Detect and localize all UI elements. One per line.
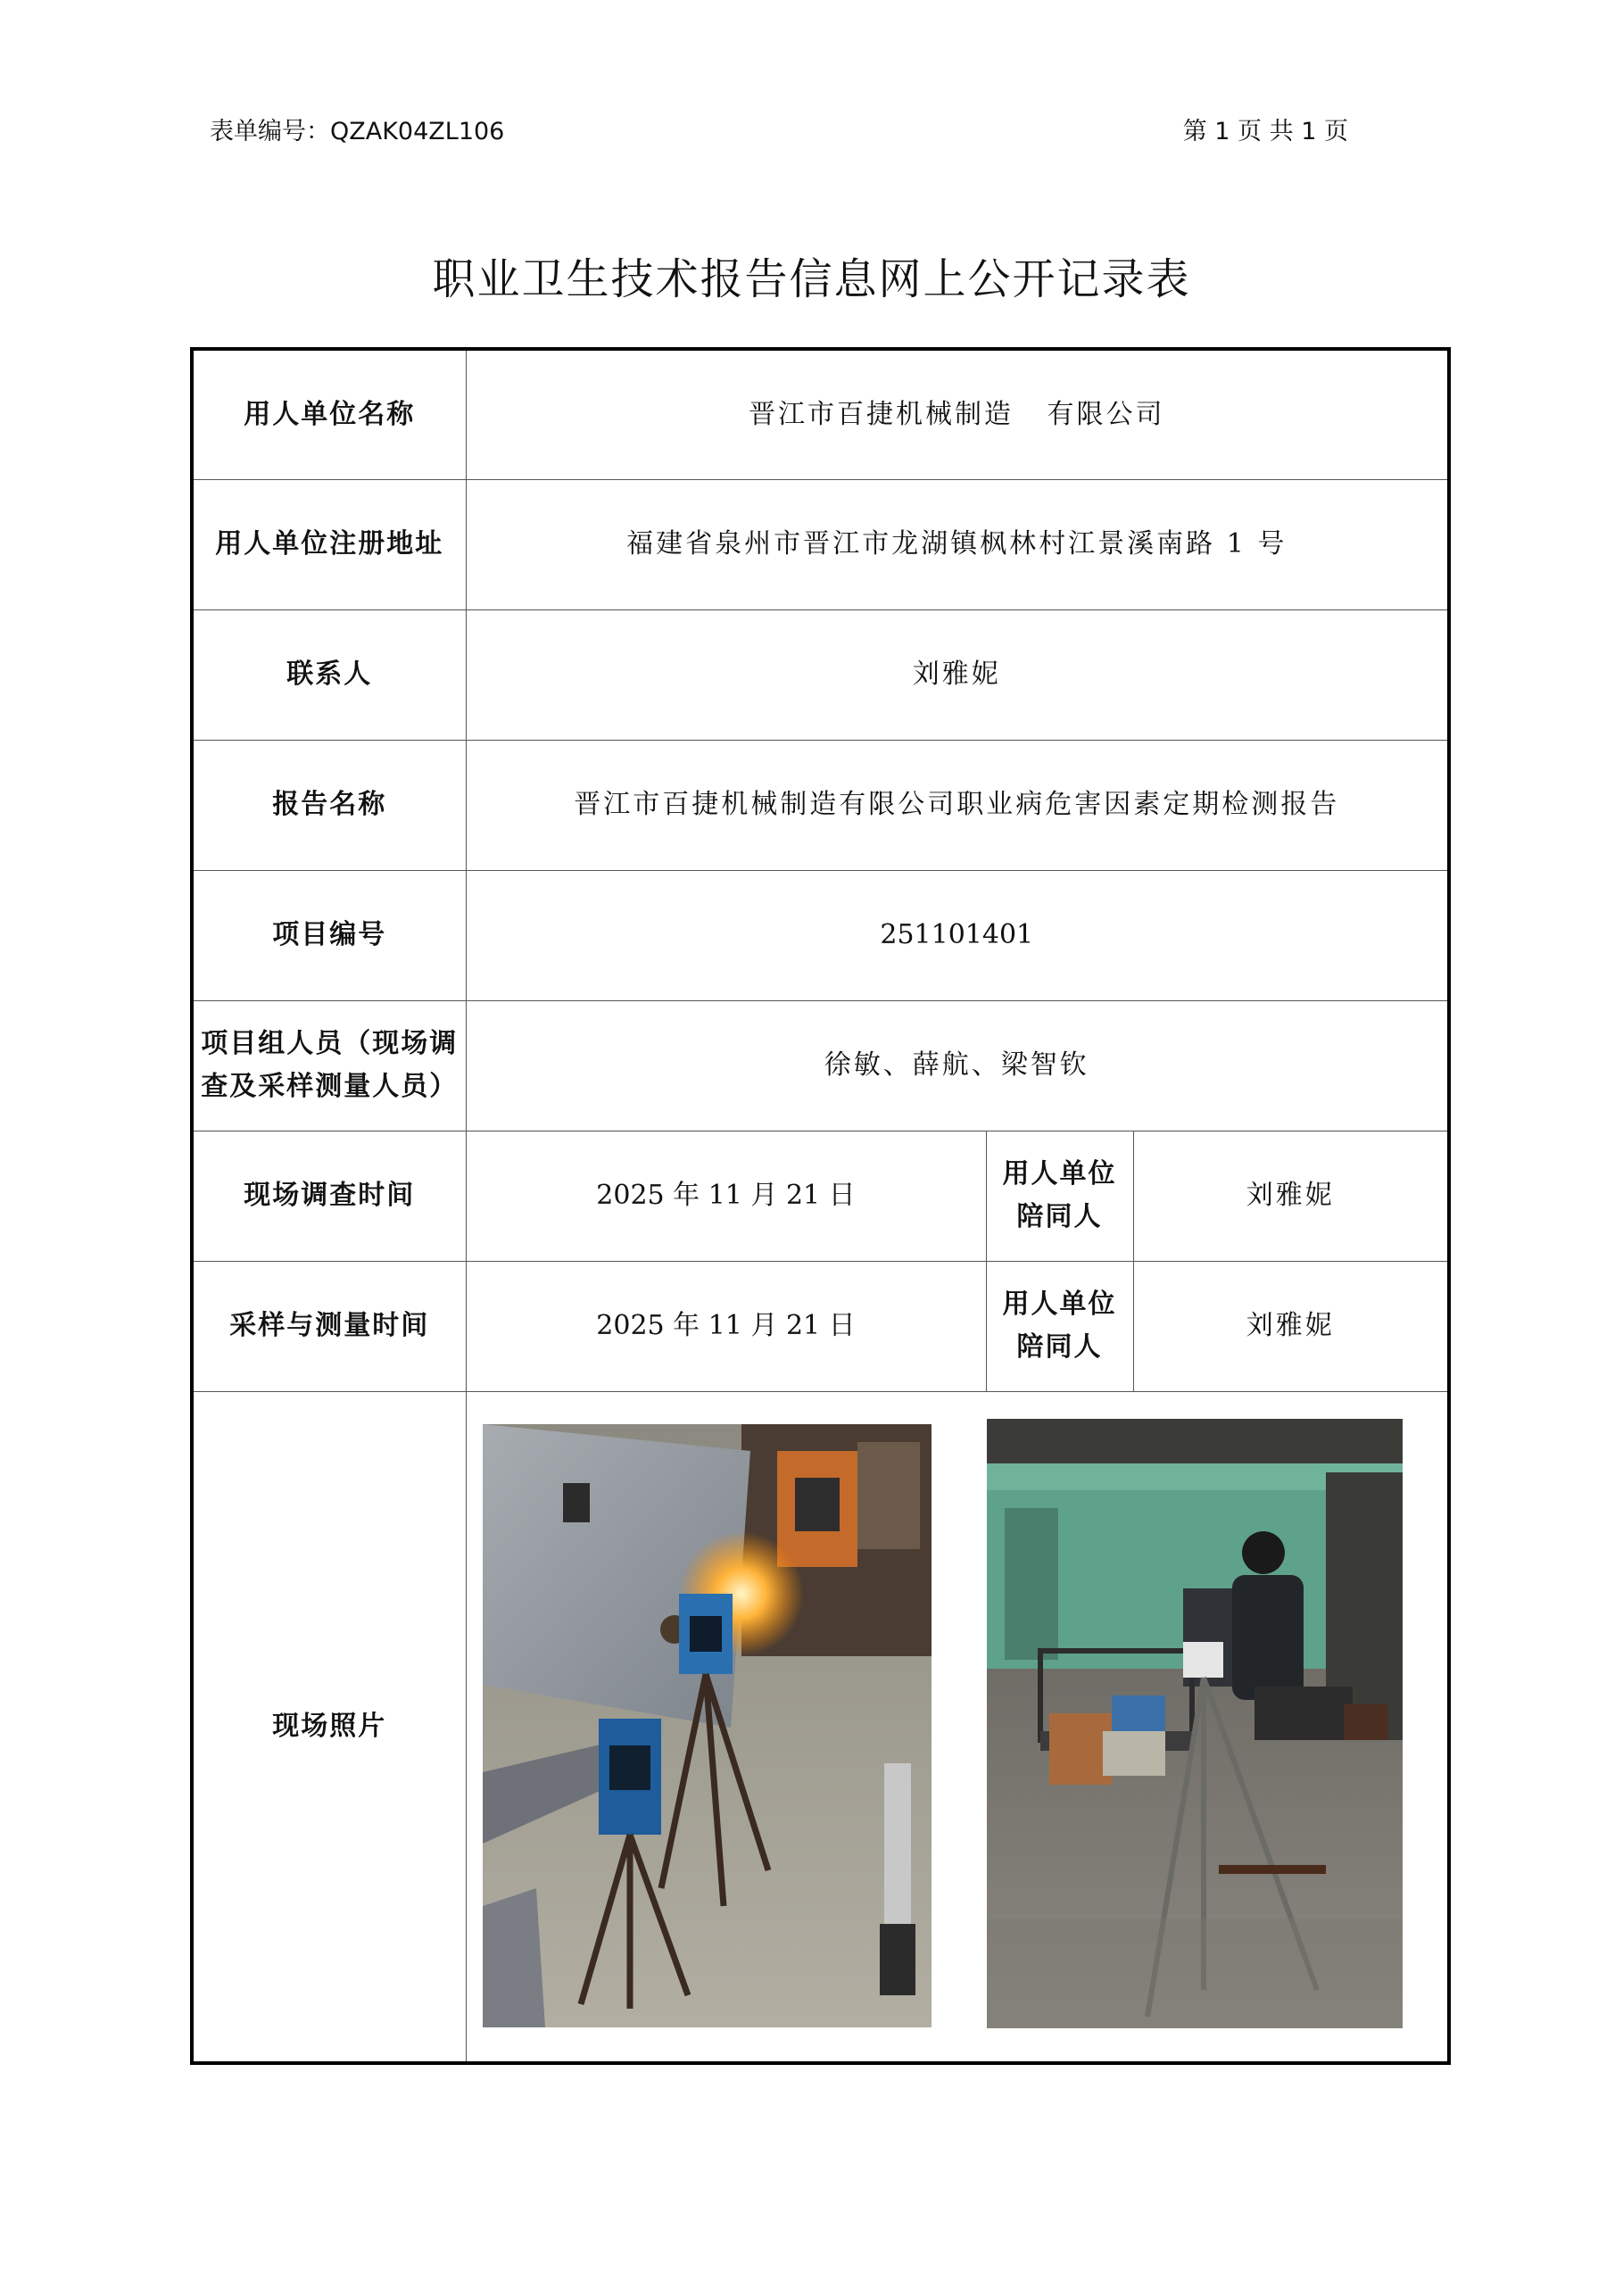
team-members-label-line1: 项目组人员（现场调 — [201, 1028, 459, 1059]
team-members-value: 徐敏、薛航、梁智钦 — [466, 1000, 1449, 1131]
survey-companion-label-line1: 用人单位 — [1002, 1158, 1117, 1189]
row-registered-address — [192, 479, 1449, 609]
survey-companion-label-line2: 陪同人 — [1016, 1201, 1103, 1232]
sampling-companion-value: 刘雅妮 — [1133, 1261, 1449, 1391]
record-table — [190, 347, 1451, 2065]
form-number: 表单编号：QZAK04ZL106 — [210, 118, 505, 145]
row-employer-name — [192, 349, 1449, 479]
report-name-value: 晋江市百捷机械制造有限公司职业病危害因素定期检测报告 — [466, 740, 1449, 870]
survey-time-label: 现场调查时间 — [192, 1131, 466, 1261]
sampling-companion-label-line2: 陪同人 — [1016, 1331, 1103, 1363]
row-sampling-time — [192, 1261, 1449, 1391]
row-survey-time — [192, 1131, 1449, 1261]
registered-address-label: 用人单位注册地址 — [192, 479, 466, 609]
row-contact — [192, 609, 1449, 740]
row-site-photos — [192, 1391, 1449, 2063]
report-name-label: 报告名称 — [192, 740, 466, 870]
survey-companion-label — [986, 1131, 1133, 1261]
row-report-name — [192, 740, 1449, 870]
sampling-companion-label-line1: 用人单位 — [1002, 1289, 1117, 1320]
project-number-label: 项目编号 — [192, 870, 466, 1000]
site-photos-label: 现场照片 — [192, 1391, 466, 2063]
site-photos-cell — [466, 1391, 1449, 2063]
team-members-label — [192, 1000, 466, 1131]
survey-companion-value: 刘雅妮 — [1133, 1131, 1449, 1261]
site-photo-workshop — [987, 1419, 1403, 2028]
site-photo-welding — [483, 1424, 932, 2027]
project-number-value: 251101401 — [466, 870, 1449, 1000]
sampling-companion-label — [986, 1261, 1133, 1391]
page-title: 职业卫生技术报告信息网上公开记录表 — [432, 254, 1191, 304]
row-team-members — [192, 1000, 1449, 1131]
employer-name-value: 晋江市百捷机械制造 有限公司 — [466, 349, 1449, 479]
contact-label: 联系人 — [192, 609, 466, 740]
team-members-label-line2: 查及采样测量人员） — [201, 1071, 459, 1102]
sampling-time-label: 采样与测量时间 — [192, 1261, 466, 1391]
registered-address-value: 福建省泉州市晋江市龙湖镇枫林村江景溪南路 1 号 — [466, 479, 1449, 609]
row-project-number — [192, 870, 1449, 1000]
employer-name-label: 用人单位名称 — [192, 349, 466, 479]
sampling-time-value: 2025 年 11 月 21 日 — [466, 1261, 986, 1391]
page-info: 第 1 页 共 1 页 — [1182, 118, 1348, 145]
contact-value: 刘雅妮 — [466, 609, 1449, 740]
survey-time-value: 2025 年 11 月 21 日 — [466, 1131, 986, 1261]
